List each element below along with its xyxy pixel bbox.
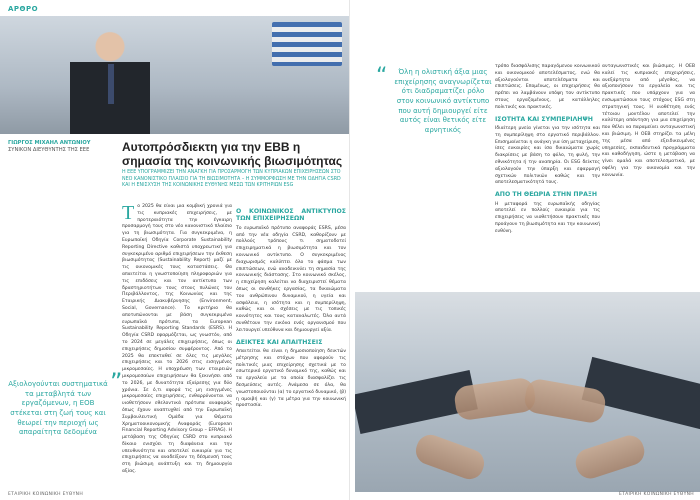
column-3b-text: Ιδιαίτερη μνεία γίνεται για την ισότητα και τη συμπερίληψη στο εργατικό περιβάλλον. Επισημαίνεται η ανάγκη για ίση μεταχείριση, ίσες ευκαιρίες και ίσα δικαιώματα χωρίς διακρίσεις με βάση το φύλο, τη φυλή, την εθνικότητα ή την αναπηρία. Οι ESG δείκτες αξιολογούν την ύπαρξη και εφαρμογή σχετικών πολιτικών καθώς και την αποτελεσματικότητά τους. xyxy=(495,126,600,186)
quote-icon-right: “ xyxy=(376,64,388,89)
article-column-4 xyxy=(602,64,695,182)
tie-shape xyxy=(108,64,114,104)
pull-quote-right: Όλη η ολιστική άξια μιας επιχείρησης αναγνωρίζεται ότι διαδραματίζει ρόλο στον κοινωνικό αντίκτυπο που αυτή δημιουργεί είτε αυτός είναι θετικός είτε αρνητικός xyxy=(394,68,492,134)
article-title: Αυτοπρόσδιεκτη για την ΕΒΒ η σημασία της κοινωνικής βιωσιμότητας xyxy=(122,140,343,169)
column-1-text: ο 2025 θα είναι μια κομβική χρονιά για τις κυπριακές επιχειρήσεις, με προτεραιότητα την έγκαιρη προσαρμογή τους στο νέο κανονιστικό πλαίσιο για τη βιωσιμότητα. Για συγκεκριμένα, η Ευρωπαϊκή Οδηγία Corporate Sustainability Reporting Directive καθιστά υποχρεωτική για συγκεκριμένο αριθμό επιχειρήσεων την έκθεση βιωσιμότητας (Sustainability Report) μαζί με τις οικονομικές τους καταστάσεις. Θα απαιτείται η γνωστοποίηση πληροφοριών για τις επιδόσεις και τον αντίκτυπο των δραστηριοτήτων τους στους πυλώνες του Περιβάλλοντος, της Κοινωνίας και της Εταιρικής Διακυβέρνησης (Environment, Social, Governance). Το κριτήριο θα αποτυπώνονται με βάση συγκεκριμένα ευρωπαϊκά πρότυπα, τα European Sustainability Reporting Standards (ESRS). Η Οδηγία CSRD εφαρμόζεται, ως γνωστόν, από το 2024 σε μεγάλες επιχειρήσεις, όπως οι επιχειρήσεις δημοσίου συμφέροντος. Από το 2025 θα επεκταθεί σε όλες τις μεγάλες επιχειρήσεις και το 2026 στις εισηγμένες μικρομεσαίες. Η υποχρέωση των εταιρειών μικρομεσαίων επιχειρήσεων θα ξεκινήσει από το 2026, με δυνατότητα εξαίρεσης για δύο χρόνια. Σε ό,τι αφορά τις μη εισηγμένες μικρομεσαίες επιχειρήσεις, ενθαρρύνονται να υιοθετήσουν εθελοντικά πρότυπα αναφοράς όπως έχουν αναπτυχθεί από την Ευρωπαϊκή Συμβουλευτική Ομάδα για Θέματα Χρηματοοικονομικής Αναφοράς (European Financial Reporting Advisory Group – EFRAG). Η μετάβαση της Οδηγίας CSRD στο κυπριακό δίκαιο ενισχύει τη διαφάνεια και την υπευθυνότητα και αποτελεί ευκαιρία για τις επιχειρήσεις να αναδείξουν τη δέσμευσή τους στη βιώσιμη ανάπτυξη και τη δημιουργία αξίας. xyxy=(122,204,232,475)
subheading-theory-practice: ΑΠΟ ΤΗ ΘΕΩΡΙΑ ΣΤΗΝ ΠΡΑΞΗ xyxy=(495,191,598,199)
article-column-2 xyxy=(236,204,346,412)
column-2-text: Το ευρωπαϊκό πρότυπο αναφοράς ESRS, μέσα από την νέα οδηγία CSRD, καθορίζουν με πολλούς τρόπους τι σηματοδοτεί επιχειρηματικά η βιωσιμότητα και τον κοινωνικό αντίκτυπο. Ο συγκεκριμένος διαχωρισμός καλύπτει όλο το φάσμα των επιπτώσεων, ενώ αναδεικνύει τη σημασία της κοινωνικής διάστασης. Στο κοινωνικό σκέλος, η επιχείρηση καλείται να διαχειριστεί θέματα όπως οι συνθήκες εργασίας, τα δικαιώματα του ανθρώπινου δυναμικού, η υγεία και ασφάλεια, η ισότητα και η συμπερίληψη, καθώς και οι σχέσεις με τις τοπικές κοινότητες και τους καταναλωτές. Όλα αυτά συνθέτουν την εικόνα ενός οργανισμού που λειτουργεί υπεύθυνα και δημιουργεί αξία. xyxy=(236,225,346,333)
hand-shape-3 xyxy=(412,431,488,483)
column-4-text: ανταγωνιστικές και βιώσιμες. Η ΟΕΒ καλεί τις κυπριακές επιχειρήσεις, ανεξάρτητα από μέγεθος, να αξιοποιήσουν τα εργαλεία και τις πρακτικές που υπάρχουν για να ενσωματώσουν τους στόχους ESG στη στρατηγική τους. Η υιοθέτηση ενός τέτοιου μοντέλου αποτελεί την καλύτερη απάντηση για μια επιχείρηση που θέλει να παραμείνει ανταγωνιστική και βιώσιμη. Η ΟΕΒ στηρίζει τα μέλη της μέσα από εξειδικευμένες υπηρεσίες, εκπαιδευτικά προγράμματα και καθοδήγηση, ώστε η μετάβαση να γίνει ομαλά και αποτελεσματικά, με οφέλη για την οικονομία και την κοινωνία. xyxy=(602,64,695,178)
section-label: ΑΡΘΡΟ xyxy=(8,5,39,13)
author-role: ΣΥΝΙΚΟΝ ΔΙΕΥΘΥΝΤΗΣ ΤΗΣ ΕΕΕ xyxy=(8,147,90,154)
quote-icon: ” xyxy=(110,368,123,396)
subheading-indicators: ΔΕΙΚΤΕΣ ΚΑΙ ΑΠΑΙΤΗΣΕΙΣ xyxy=(236,338,323,346)
dropcap: Τ xyxy=(122,202,135,224)
column-3-text: τρόπο διασφάλισης παραγόμενου κοινωνικού και οικονομικού αποτελέσματος, ενώ θα αξιολογούνται αποτελέσματα και επιπτώσεις. Επομένως, οι επιχειρήσεις θα πρέπει να λαμβάνουν υπόψη τον αντίκτυπο στους εργαζομένους, με κατάλληλες πολιτικές και πρακτικές. xyxy=(495,64,600,110)
article-intro: Η ΕΕΕ ΥΠΟΓΡΑΜΜΙΖΕΙ ΤΗΝ ΑΝΑΓΚΗ ΓΙΑ ΠΡΟΣΑΡΜΟΓΗ ΤΩΝ ΚΥΠΡΙΑΚΩΝ ΕΠΙΧΕΙΡΗΣΕΩΝ ΣΤΟ ΝΕΟ ΚΑΝΟΝΙΣΤΙΚΟ ΠΛΑΙΣΙΟ ΓΙΑ ΤΗ ΒΙΩΣΙΜΟΤΗΤΑ – Η ΣΥΜΜΟΡΦΩΣΗ ΜΕ ΤΗΝ ΟΔΗΓΙΑ CSRD ΚΑΙ Η ΕΝΙΣΧΥΣΗ ΤΗΣ ΚΟΙΝΩΝΙΚΗΣ ΕΥΘΥΝΗΣ ΜΕΣΩ ΤΩΝ ΚΡΙΤΗΡΙΩΝ ESG xyxy=(122,170,341,189)
footer-right: ΕΤΑΙΡΙΚΗ ΚΟΙΝΩΝΙΚΗ ΕΥΘΥΝΗ xyxy=(618,492,694,497)
hand-shape-4 xyxy=(572,432,648,482)
author-name: ΓΙΩΡΓΟΣ ΜΙΧΑΗΛ ΑΝΤΩΝΙΟΥ xyxy=(8,140,91,146)
column-2b-text: Απαιτείται θα είναι η δημοσιοποίηση δεικτών μέτρησης και στόχων που αφορούν τις πολιτικές μιας επιχείρησης σχετικά με το εσωτερικό εργατικό δυναμικό της, καθώς και τα εργαλεία με τα οποία διασφαλίζει τις δεσμεύσεις αυτές. Ανάμεσα σε όλα, θα γνωστοποιούνται (α) το εργατικό δυναμικό, (β) η αμοιβή και (γ) τα μέτρα για την κοινωνική προστασία. xyxy=(236,349,346,409)
flag-image xyxy=(272,22,342,66)
column-3c-text: Η μεταφορά της ευρωπαϊκής οδηγίας αποτελεί εν πολλοίς ευκαιρία για τις επιχειρήσεις να υιοθετήσουν πρακτικές που προάγουν τη βιωσιμότητα και την κοινωνική ευθύνη. xyxy=(495,201,600,234)
subheading-equality: ΙΣΟΤΗΤΑ ΚΑΙ ΣΥΜΠΕΡΙΛΗΨΗ xyxy=(495,115,593,123)
subheading-social-impact: Ο ΚΟΙΝΩΝΙΚΟΣ ΑΝΤΙΚΤΥΠΟΣ ΤΩΝ ΕΠΙΧΕΙΡΗΣΕΩΝ xyxy=(236,208,346,223)
photo-caption xyxy=(8,140,118,154)
handshake-photo xyxy=(355,292,700,492)
header-photo xyxy=(0,16,350,134)
footer-left: ΕΤΑΙΡΙΚΗ ΚΟΙΝΩΝΙΚΗ ΕΥΘΥΝΗ xyxy=(8,492,84,497)
article-column-3 xyxy=(495,64,600,238)
pull-quote-left: Αξιολογούνται συστηματικά τα μεταβλητά των εργαζόμενων, η ΕΟΒ στέκεται στη ζωή τους και θεωρεί την περιοχή ως απαραίτητα δεδομένα xyxy=(8,380,108,437)
article-column-1 xyxy=(122,204,232,478)
